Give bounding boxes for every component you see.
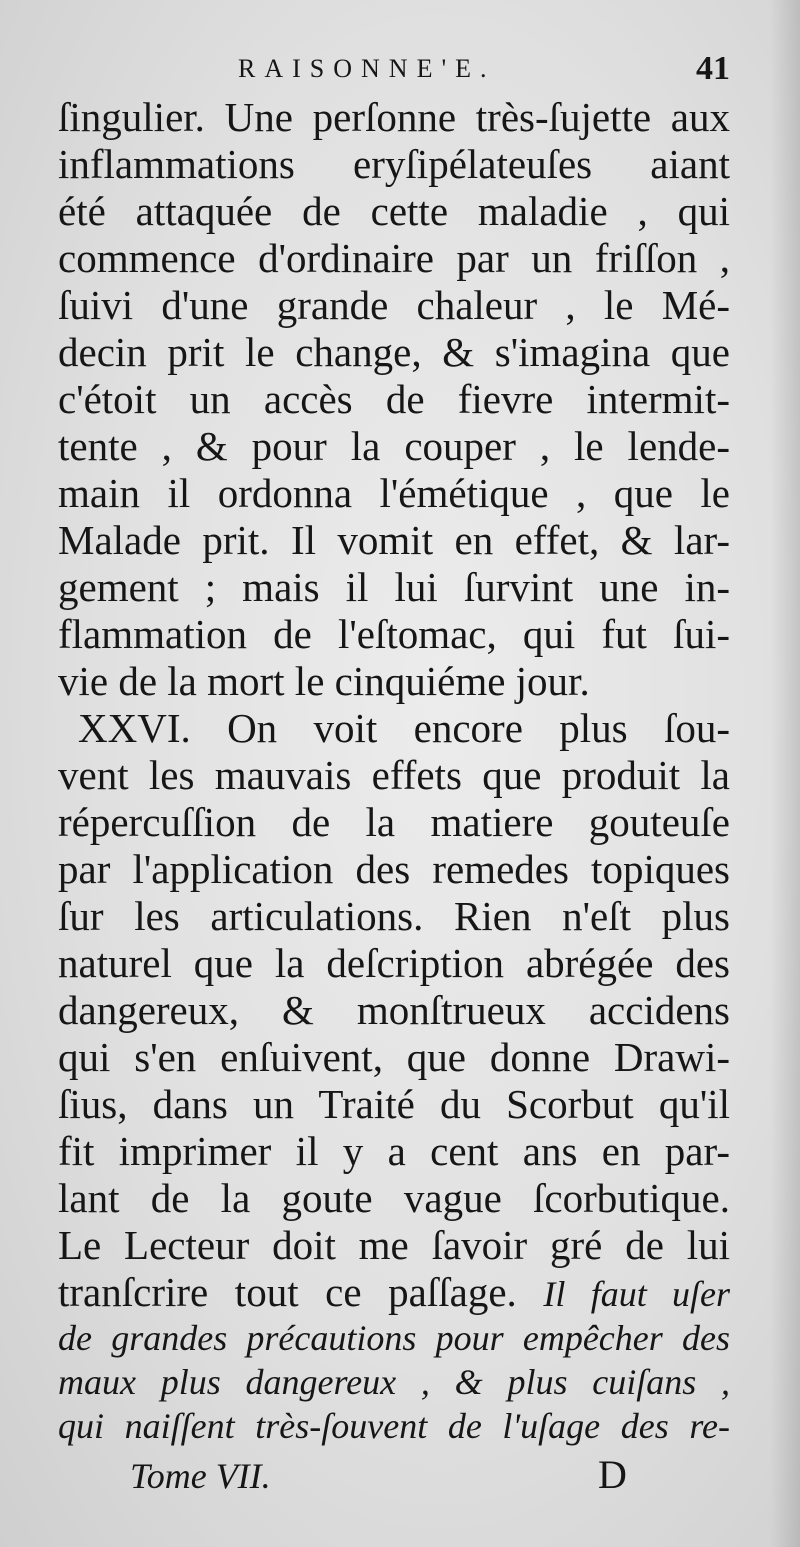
text-line: ſingulier. Une perſonne très-ſujette aux bbox=[58, 94, 730, 140]
text-line: ſur les articulations. Rien n'eſt plus bbox=[58, 893, 730, 939]
text-line: été attaquée de cette maladie , qui bbox=[58, 188, 730, 234]
text-line-mixed bbox=[58, 1269, 730, 1316]
page-footer bbox=[58, 1452, 730, 1503]
italic-quote-line: de grandes précautions pour empêcher des bbox=[58, 1318, 730, 1358]
paragraph-last-line: vie de la mort le cinquiéme jour. bbox=[58, 658, 590, 704]
text-line: flammation de l'eſtomac, qui fut ſui- bbox=[58, 611, 730, 657]
body-text bbox=[58, 94, 730, 1448]
text-line: par l'application des remedes topiques bbox=[58, 846, 730, 892]
text-line: gement ; mais il lui ſurvint une in- bbox=[58, 564, 730, 610]
italic-quote-start: Il faut uſer bbox=[543, 1274, 730, 1314]
text-line: répercuſſion de la matiere gouteuſe bbox=[58, 799, 730, 845]
text-line: commence d'ordinaire par un friſſon , bbox=[58, 235, 730, 281]
text-line: vent les mauvais effets que produit la bbox=[58, 752, 730, 798]
text-line: Malade prit. Il vomit en effet, & lar- bbox=[58, 517, 730, 563]
text-line: ſius, dans un Traité du Scorbut qu'il bbox=[58, 1081, 730, 1127]
section-xxvi-first-line: XXVI. On voit encore plus ſou- bbox=[78, 705, 730, 751]
text-line: qui s'en enſuivent, que donne Drawi- bbox=[58, 1034, 730, 1080]
text-line: inflammations eryſipélateuſes aiant bbox=[58, 141, 730, 187]
volume-label: Tome VII. bbox=[130, 1456, 271, 1496]
text-line: fit imprimer il y a cent ans en par- bbox=[58, 1128, 730, 1174]
text-line: lant de la goute vague ſcorbutique. bbox=[58, 1175, 730, 1221]
text-line: tente , & pour la couper , le lende- bbox=[58, 423, 730, 469]
italic-quote-line: maux plus dangereux , & plus cuiſans , bbox=[58, 1362, 730, 1402]
text-line: c'étoit un accès de fievre intermit- bbox=[58, 376, 730, 422]
page-number: 41 bbox=[696, 50, 730, 87]
running-head bbox=[58, 52, 730, 88]
page-edge-shadow bbox=[770, 0, 800, 1547]
text-line: ſuivi d'une grande chaleur , le Mé- bbox=[58, 282, 730, 328]
text-line: decin prit le change, & s'imagina que bbox=[58, 329, 730, 375]
italic-quote-line: qui naiſſent très-ſouvent de l'uſage des re- bbox=[58, 1406, 730, 1446]
signature-mark: D bbox=[598, 1452, 627, 1497]
running-title: RAISONNE'E. bbox=[238, 54, 496, 83]
roman-segment: tranſcrire tout ce paſſage. bbox=[58, 1269, 517, 1315]
text-line: dangereux, & monſtrueux accidens bbox=[58, 987, 730, 1033]
text-line: naturel que la deſcription abrégée des bbox=[58, 940, 730, 986]
text-line: main il ordonna l'émétique , que le bbox=[58, 470, 730, 516]
text-line: Le Lecteur doit me ſavoir gré de lui bbox=[58, 1222, 730, 1268]
